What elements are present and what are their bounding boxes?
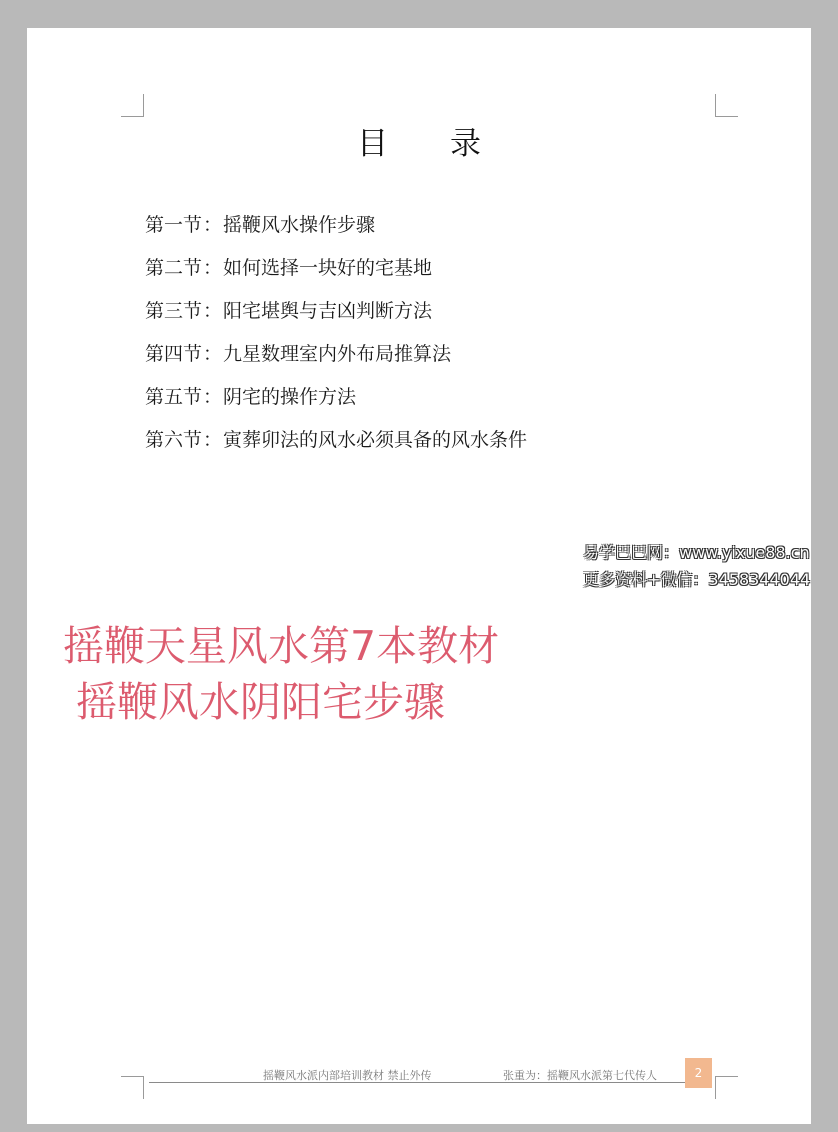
toc-separator: ： [203, 300, 223, 322]
toc-text: 九星数理室内外布局推算法 [223, 343, 452, 365]
watermark [583, 539, 810, 593]
crop-mark-bottom-left [121, 1076, 144, 1099]
watermark-line-1: 易学巴巴网：www.yixue88.cn [583, 543, 810, 562]
toc-item-3 [145, 296, 527, 339]
toc-item-2 [145, 253, 527, 296]
footer-right-text: 张重为：摇鞭风水派第七代传人 [503, 1069, 657, 1082]
footer-left-text: 摇鞭风水派内部培训教材 禁止外传 [263, 1069, 432, 1082]
toc-section: 第六节 [145, 429, 203, 451]
overlay-line-1: 摇鞭天星风水第7本教材 [63, 622, 500, 670]
toc-section: 第四节 [145, 343, 203, 365]
toc-title: 目录 [357, 126, 543, 162]
toc-section: 第一节 [145, 214, 203, 236]
toc-separator: ： [203, 214, 223, 236]
toc-separator: ： [203, 343, 223, 365]
footer-divider [149, 1082, 689, 1083]
toc-section: 第二节 [145, 257, 203, 279]
toc-list [145, 210, 527, 468]
crop-mark-top-right [715, 94, 738, 117]
toc-item-4 [145, 339, 527, 382]
toc-text: 阴宅的操作方法 [223, 386, 357, 408]
toc-text: 寅葬卯法的风水必须具备的风水条件 [223, 429, 528, 451]
toc-text: 阳宅堪舆与吉凶判断方法 [223, 300, 433, 322]
document-page [27, 28, 811, 1124]
toc-item-1 [145, 210, 527, 253]
toc-separator: ： [203, 386, 223, 408]
toc-item-5 [145, 382, 527, 425]
overlay-caption [63, 618, 499, 730]
toc-separator: ： [203, 257, 223, 279]
toc-text: 如何选择一块好的宅基地 [223, 257, 433, 279]
toc-separator: ： [203, 429, 223, 451]
toc-item-6 [145, 425, 527, 468]
page-number-badge: 2 [685, 1058, 712, 1088]
toc-section: 第三节 [145, 300, 203, 322]
watermark-line-2: 更多资料+微信：3458344044 [583, 570, 811, 589]
crop-mark-top-left [121, 94, 144, 117]
overlay-line-2: 摇鞭风水阴阳宅步骤 [76, 678, 445, 726]
toc-section: 第五节 [145, 386, 203, 408]
crop-mark-bottom-right [715, 1076, 738, 1099]
toc-text: 摇鞭风水操作步骤 [223, 214, 376, 236]
